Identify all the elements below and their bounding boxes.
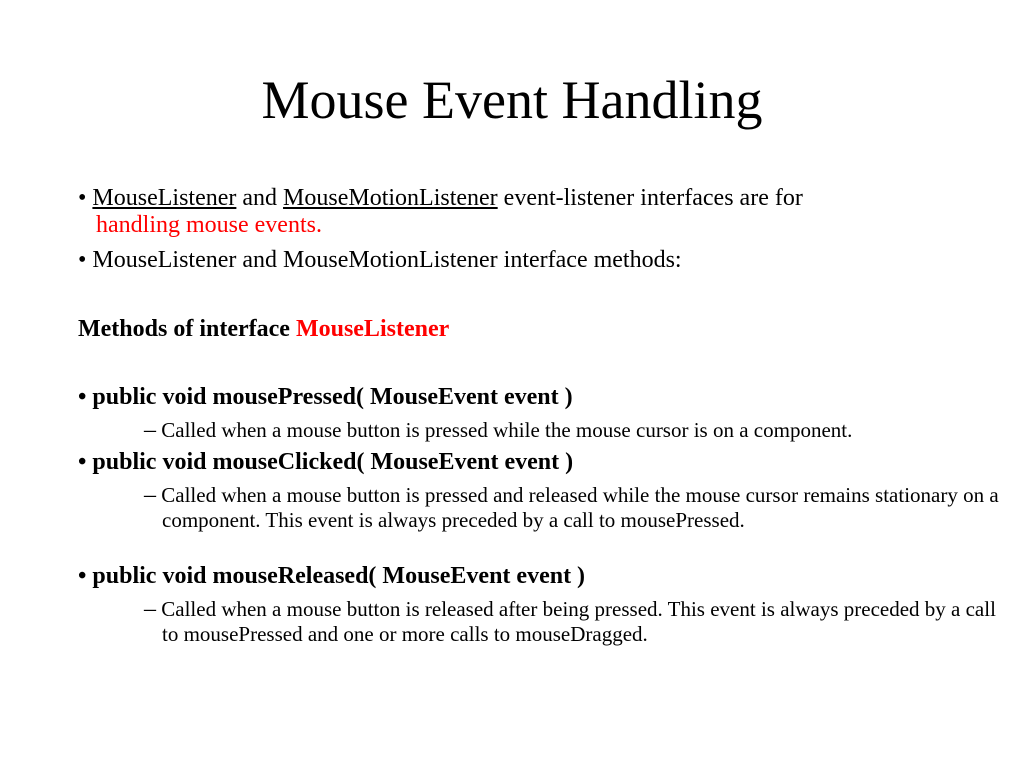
- mouselistener-link[interactable]: MouseListener: [92, 185, 237, 211]
- method-signature-text: public void mouseClicked( MouseEvent event ): [92, 449, 574, 475]
- section-heading-highlight: MouseListener: [295, 316, 450, 342]
- intro-and-text: and: [236, 185, 284, 211]
- method-description-text: Called when a mouse button is pressed while the mouse cursor is on a component.: [161, 418, 853, 442]
- section-heading: [78, 316, 1008, 343]
- method-block-pressed: [78, 384, 1008, 443]
- intro-rest-text: event-listener interfaces are for: [497, 185, 803, 211]
- method-signature: [78, 563, 1008, 590]
- method-description: [78, 483, 1008, 533]
- intro-highlight-text: handling mouse events.: [96, 212, 322, 238]
- intro-bullet-2: [78, 247, 1008, 274]
- method-signature-text: public void mousePressed( MouseEvent event ): [92, 384, 573, 410]
- dash-icon: –: [144, 482, 156, 508]
- bullet-icon: •: [78, 384, 87, 410]
- method-block-clicked: [78, 449, 1008, 533]
- bullet-icon: •: [78, 247, 87, 273]
- method-signature: [78, 384, 1008, 411]
- bullet-icon: •: [78, 185, 87, 211]
- method-signature: [78, 449, 1008, 476]
- method-description-text: Called when a mouse button is released after being pressed. This event is always preceded by a call to mousePressed and one or more calls to mouseDragged.: [161, 597, 996, 646]
- method-description-text: Called when a mouse button is pressed and released while the mouse cursor remains stationary on a component. This event is always preceded by a call to mousePressed.: [161, 483, 999, 532]
- dash-icon: –: [144, 596, 156, 622]
- intro-line2-text: MouseListener and MouseMotionListener interface methods:: [92, 247, 682, 273]
- method-block-released: [78, 563, 1008, 647]
- method-signature-text: public void mouseReleased( MouseEvent event ): [92, 563, 586, 589]
- intro-bullet-1: [78, 185, 1008, 239]
- method-description: [78, 597, 1008, 647]
- dash-icon: –: [144, 417, 156, 443]
- method-description: [78, 418, 1008, 443]
- mousemotionlistener-link[interactable]: MouseMotionListener: [283, 185, 498, 211]
- bullet-icon: •: [78, 449, 87, 475]
- slide-title: Mouse Event Handling: [261, 70, 763, 130]
- bullet-icon: •: [78, 563, 87, 589]
- intro-block: [78, 185, 1008, 274]
- section-heading-prefix: Methods of interface: [78, 316, 296, 342]
